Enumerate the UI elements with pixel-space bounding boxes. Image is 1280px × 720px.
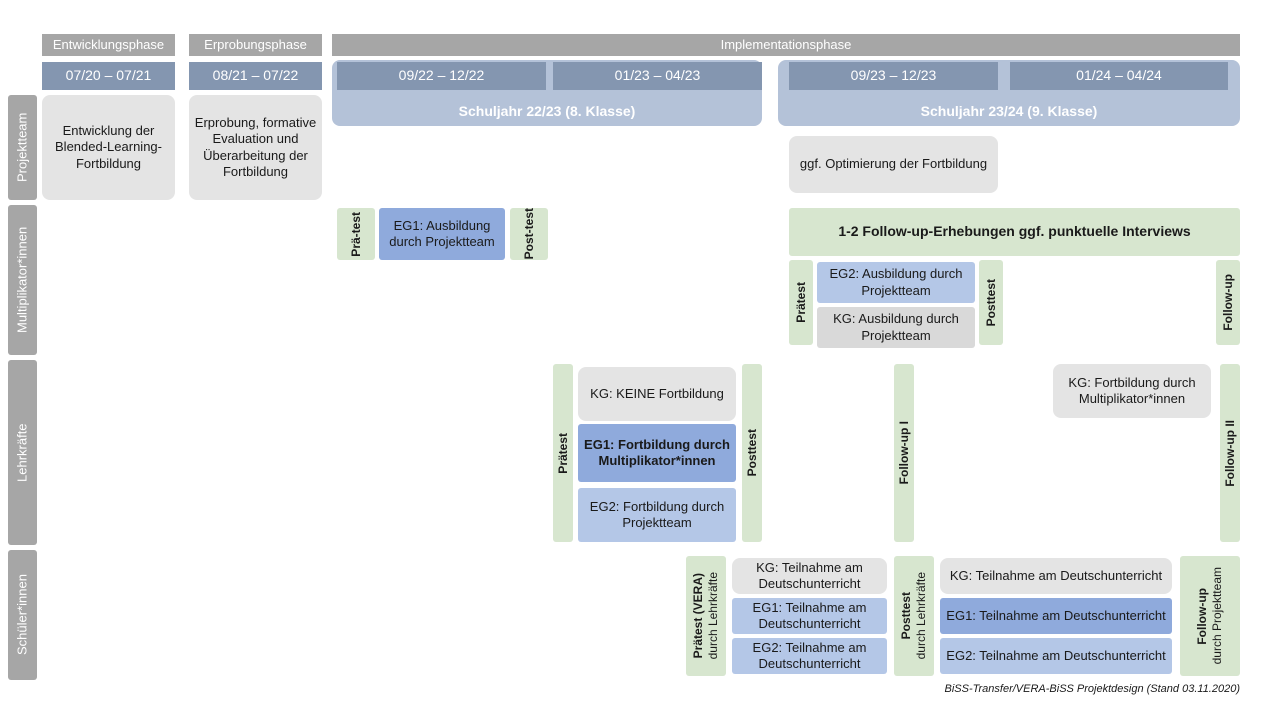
multi-posttest-2-box [979, 260, 1003, 345]
date-bar-label: 09/22 – 12/22 [398, 67, 485, 84]
multi-eg1-ausbildung-box [379, 208, 505, 260]
lehrkraefte-kg-multi-label: KG: Fortbildung durch Multiplikator*innen [1068, 374, 1196, 406]
schueler-kg-1-label: KG: Teilnahme am Deutschunterricht [756, 559, 863, 591]
phase-header-label: Entwicklungsphase [52, 36, 165, 52]
phase-header-entwicklungsphase [42, 34, 175, 56]
schueler-eg1-1-box [732, 598, 887, 634]
lehrkraefte-followup-2-box [1220, 364, 1240, 542]
date-bar-label: 08/21 – 07/22 [212, 67, 299, 84]
multi-praetest-2-box [789, 260, 813, 345]
multi-praetest-2-label: Prätest [793, 282, 808, 323]
schueler-kg-1-box [732, 558, 887, 594]
date-bar-0821-0722 [189, 62, 322, 90]
projektteam-erprobung-box [189, 95, 322, 200]
multi-posttest-1-box [510, 208, 548, 260]
lehrkraefte-eg1-box [578, 424, 736, 482]
footer-credit [700, 683, 1240, 695]
multi-followup-box [1216, 260, 1240, 345]
lehrkraefte-posttest-label: Posttest [744, 429, 759, 477]
multi-eg2-ausbildung-label: EG2: Ausbildung durch Projektteam [829, 266, 963, 298]
schueler-posttest-box [894, 556, 934, 676]
footer-credit-text: BiSS-Transfer/VERA-BiSS Projektdesign (Stand 03.11.2020) [944, 683, 1240, 695]
row-label-lehrkraefte [8, 360, 37, 545]
lehrkraefte-posttest-box [742, 364, 762, 542]
date-bar-0124-0424 [1010, 62, 1228, 90]
lehrkraefte-kg-keine-label: KG: KEINE Fortbildung [590, 385, 724, 401]
multi-followup-banner [789, 208, 1240, 256]
row-label-schuelerinnen [8, 550, 37, 680]
lehrkraefte-followup-1-label: Follow-up I [896, 421, 911, 485]
schoolyear-label: Schuljahr 23/24 (9. Klasse) [920, 102, 1098, 119]
schueler-posttest-label: Posttest [899, 592, 913, 640]
phase-header-label: Implementationsphase [720, 36, 852, 52]
row-label-text: Projektteam [14, 112, 30, 183]
projektteam-erprobung-label: Erprobung, formative Evaluation und Überarbeitung der Fortbildung [194, 115, 317, 179]
lehrkraefte-eg1-label: EG1: Fortbildung durch Multiplikator*innen [584, 436, 730, 468]
date-bar-label: 09/23 – 12/23 [850, 67, 937, 84]
date-bar-label: 01/23 – 04/23 [614, 67, 701, 84]
date-bar-label: 07/20 – 07/21 [65, 67, 152, 84]
projektteam-optimierung-label: ggf. Optimierung der Fortbildung [799, 156, 988, 172]
lehrkraefte-kg-keine-box [578, 367, 736, 421]
schueler-eg2-2-box [940, 638, 1172, 674]
lehrkraefte-followup-2-label: Follow-up II [1222, 419, 1237, 487]
row-label-multiplikatorinnen [8, 205, 37, 355]
row-label-text: Multiplikator*innen [14, 226, 30, 334]
multi-praetest-1-box [337, 208, 375, 260]
phase-header-implementationsphase [332, 34, 1240, 56]
date-bar-0720-0721 [42, 62, 175, 90]
row-label-text: Schüler*innen [14, 574, 30, 656]
multi-kg-ausbildung-box [817, 307, 975, 348]
schueler-kg-2-label: KG: Teilnahme am Deutschunterricht [949, 567, 1163, 583]
lehrkraefte-praetest-box [553, 364, 573, 542]
lehrkraefte-eg2-box [578, 488, 736, 542]
schueler-eg1-2-label: EG1: Teilnahme am Deutschunterricht [946, 607, 1166, 623]
multi-praetest-1-label: Prä-test [348, 211, 363, 257]
lehrkraefte-praetest-label: Prätest [555, 432, 570, 474]
schueler-eg2-1-label: EG2: Teilnahme am Deutschunterricht [752, 639, 867, 671]
projektteam-entwicklung-label: Entwicklung der Blended-Learning-Fortbildung [55, 123, 162, 171]
schueler-eg1-2-box [940, 598, 1172, 634]
schueler-praetest-box [686, 556, 726, 676]
projektteam-optimierung-box [789, 136, 998, 193]
schueler-eg2-2-label: EG2: Teilnahme am Deutschunterricht [946, 647, 1166, 663]
date-bar-0923-1223 [789, 62, 998, 90]
schueler-followup-box [1180, 556, 1240, 676]
multi-eg2-ausbildung-box [817, 262, 975, 303]
multi-kg-ausbildung-label: KG: Ausbildung durch Projektteam [833, 311, 959, 343]
multi-eg1-ausbildung-label: EG1: Ausbildung durch Projektteam [389, 217, 495, 249]
schueler-eg2-1-box [732, 638, 887, 674]
schueler-followup-label: Follow-up [1195, 587, 1209, 645]
date-bar-label: 01/24 – 04/24 [1076, 67, 1162, 84]
row-label-text: Lehrkräfte [14, 423, 30, 482]
multi-followup-label: Follow-up [1220, 274, 1235, 331]
schueler-eg1-1-label: EG1: Teilnahme am Deutschunterricht [752, 599, 867, 631]
multi-posttest-1-label: Post-test [521, 208, 536, 260]
lehrkraefte-eg2-label: EG2: Fortbildung durch Projektteam [589, 498, 725, 530]
lehrkraefte-kg-multi-box [1053, 364, 1211, 418]
date-bar-0922-1222 [337, 62, 546, 90]
schueler-followup-sublabel: durch Projektteam [1210, 567, 1224, 665]
schueler-posttest-sublabel: durch Lehrkräfte [914, 572, 928, 660]
projektteam-entwicklung-box [42, 95, 175, 200]
lehrkraefte-followup-1-box [894, 364, 914, 542]
multi-posttest-2-label: Posttest [983, 278, 998, 327]
schueler-praetest-sublabel: durch Lehrkräfte [706, 572, 720, 660]
schueler-kg-2-box [940, 558, 1172, 594]
schueler-praetest-label: Prätest (VERA) [691, 573, 705, 659]
phase-header-label: Erprobungsphase [204, 36, 307, 52]
multi-followup-banner-label: 1-2 Follow-up-Erhebungen ggf. punktuelle Interviews [838, 223, 1191, 240]
phase-header-erprobungsphase [189, 34, 322, 56]
schoolyear-label: Schuljahr 22/23 (8. Klasse) [458, 102, 636, 119]
date-bar-0123-0423 [553, 62, 762, 90]
row-label-projektteam [8, 95, 37, 200]
